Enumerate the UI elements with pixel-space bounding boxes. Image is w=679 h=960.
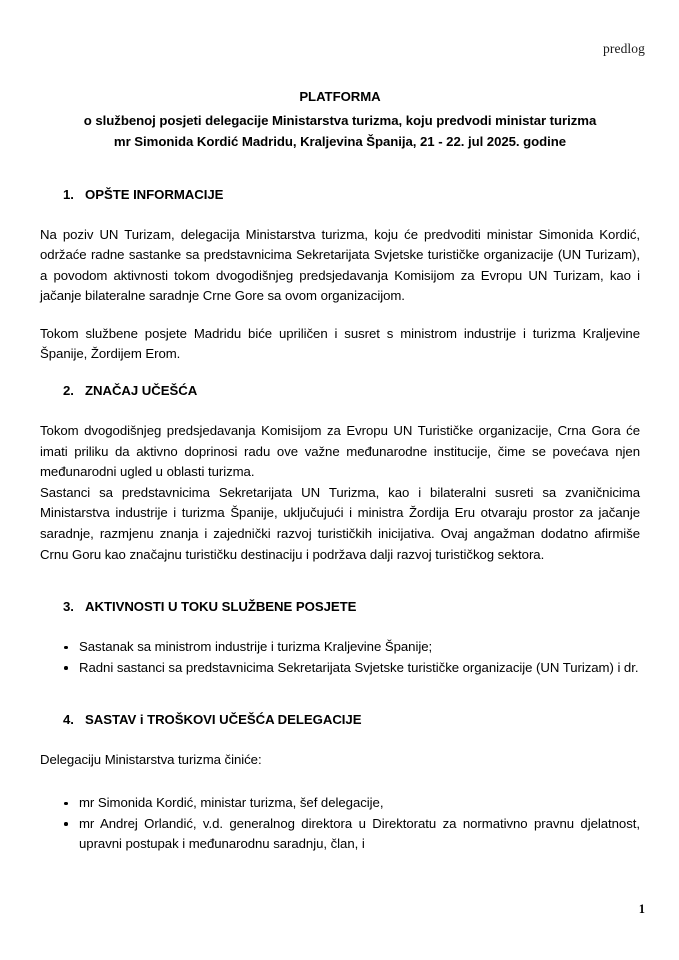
document-title-line-3: mr Simonida Kordić Madridu, Kraljevina Španija, 21 - 22. jul 2025. godine — [113, 134, 567, 149]
section-1-paragraph-2: Tokom službene posjete Madridu biće upriličen i susret s ministrom industrije i turizma Kraljevine Španije, Žordijem Erom. — [40, 325, 640, 362]
spacer — [40, 565, 640, 598]
section-2-paragraph-1: Tokom dvogodišnjeg predsjedavanja Komisijom za Evropu UN Turističke organizacije, Crna Gora će imati priliku da aktivno doprinosi radu ove važne međunarodne institucije, čime se povećava njen međunarodni ugled u oblasti turizma. — [40, 423, 640, 480]
section-number-2: 2. — [63, 383, 74, 399]
section-number-4: 4. — [63, 712, 74, 728]
document-content — [40, 86, 640, 855]
spacer — [40, 615, 640, 637]
list-item: mr Simonida Kordić, ministar turizma, šef delegacije, — [40, 793, 640, 814]
page-number: 1 — [638, 901, 645, 916]
list-item: mr Andrej Orlandić, v.d. generalnog direktora u Direktoratu za normativno pravnu djelatnost, upravni postupak i međunarodnu saradnju, član, i — [40, 814, 640, 855]
list-item: Radni sastanci sa predstavnicima Sekretarijata Svjetske turističke organizacije (UN Turizam) i dr. — [40, 658, 640, 679]
spacer — [40, 771, 640, 793]
spacer — [40, 153, 640, 186]
section-4-intro: Delegaciju Ministarstva turizma činiće: — [40, 752, 262, 768]
spacer — [40, 728, 640, 750]
spacer — [40, 307, 640, 324]
section-title-4: SASTAV i TROŠKOVI UČEŠĆA DELEGACIJE — [85, 712, 362, 728]
section-title-2: ZNAČAJ UČEŠĆA — [85, 383, 198, 399]
spacer — [40, 399, 640, 421]
section-2-paragraph-2: Sastanci sa predstavnicima Sekretarijata UN Turizma, kao i bilateralni susreti sa zvaničnicima Ministarstva industrije i turizma Španije, uključujući i ministra Žordija Eru otvaraju prostor za jačanje saradnje, razmjenu znanja i zajednički razvoj turističkih inicijativa. Ovaj angažman dodatno afirmiše Crnu Goru kao značajnu turističku destinaciju i podržava dalji razvoj turističkog sektora. — [40, 484, 640, 562]
section-heading-3 — [40, 598, 640, 615]
document-title-block — [40, 86, 640, 153]
document-title-main: PLATFORMA — [299, 89, 381, 104]
section-number-3: 3. — [63, 599, 74, 615]
section-4-bullet-list — [40, 793, 640, 855]
spacer — [40, 678, 640, 711]
section-number-1: 1. — [63, 186, 74, 202]
document-header-mark: predlog — [603, 41, 645, 56]
section-3-bullet-list — [40, 637, 640, 678]
list-item: Sastanak sa ministrom industrije i turizma Kraljevine Španije; — [40, 637, 640, 658]
document-title-line-2: o službenoj posjeti delegacije Ministarstva turizma, koju predvodi ministar turizma — [83, 112, 597, 128]
section-heading-2 — [40, 382, 640, 399]
section-title-3: AKTIVNOSTI U TOKU SLUŽBENE POSJETE — [85, 599, 357, 615]
spacer — [40, 203, 640, 225]
section-1-paragraph-1: Na poziv UN Turizam, delegacija Ministarstva turizma, koju će predvoditi ministar Simonida Kordić, održaće radne sastanke sa predstavnicima Sekretarijata Svjetske turističke organizacije (UN Turizam), a povodom aktivnosti tokom dvogodišnjeg predsjedavanja Komisijom za Evropu UN Turizam, kao i jačanje bilateralne saradnje Crne Gore sa ovom organizacijom. — [40, 226, 640, 304]
spacer — [40, 365, 640, 382]
section-heading-4 — [40, 711, 640, 728]
section-heading-1 — [40, 186, 640, 203]
section-title-1: OPŠTE INFORMACIJE — [85, 186, 224, 202]
